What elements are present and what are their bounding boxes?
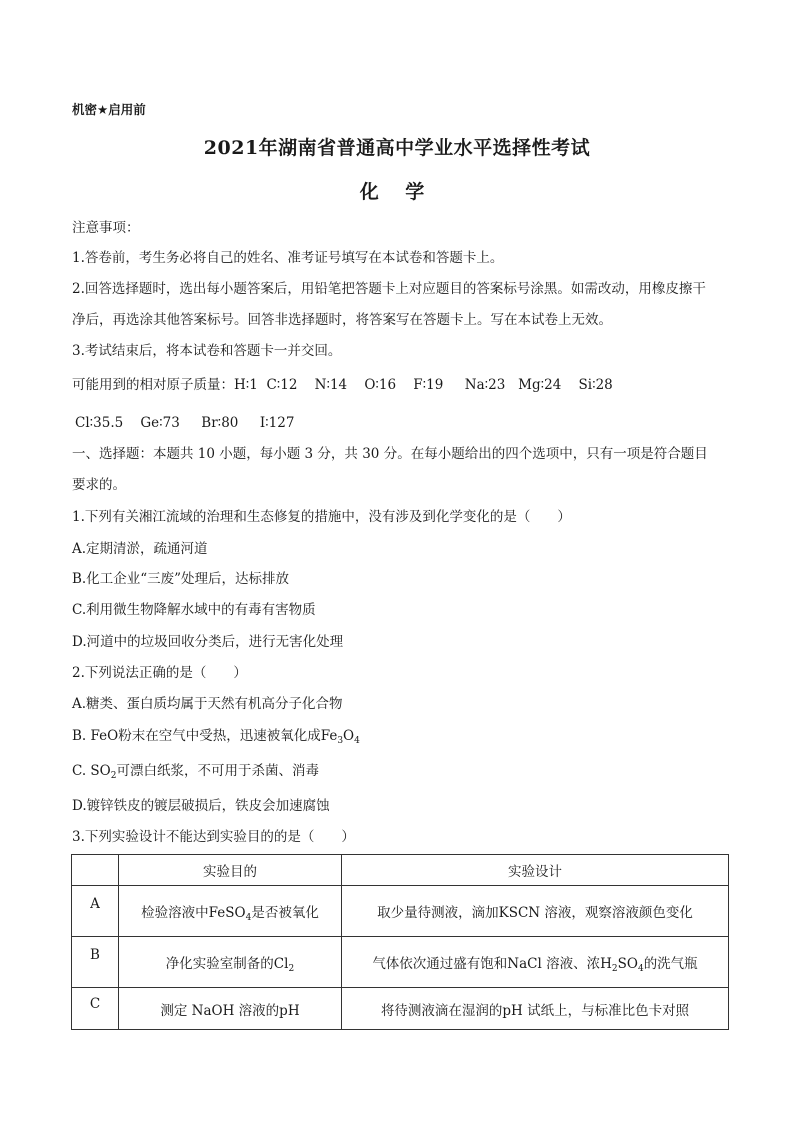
section-1-intro-line-2: 要求的。 [72, 477, 126, 493]
design-text-mid: SO [617, 956, 638, 972]
design-text-post: 的洗气瓶 [643, 956, 698, 972]
question-2-option-c [72, 762, 319, 780]
notice-item-3: 3.考试结束后，将本试卷和答题卡一并交回。 [72, 343, 342, 359]
table-header-row [72, 855, 729, 886]
design-text: 气体依次通过盛有饱和NaCl 溶液、浓H [372, 956, 612, 972]
table-header-blank [72, 855, 119, 886]
option-b-text-mid: O [343, 728, 355, 744]
notice-item-2-line-2: 净后，再选涂其他答案标号。回答非选择题时，将答案写在答题卡上。写在本试卷上无效。 [72, 312, 612, 328]
subscript: 4 [354, 736, 360, 746]
exam-title: 2021年湖南省普通高中学业水平选择性考试 [203, 137, 591, 159]
question-1-option-a: A.定期清淤，疏通河道 [72, 541, 208, 557]
question-2-stem: 2.下列说法正确的是（ ） [72, 665, 247, 681]
confidential-label: 机密★启用前 [72, 102, 146, 117]
notice-item-1: 1.答卷前，考生务必将自己的姓名、准考证号填写在本试卷和答题卡上。 [72, 250, 504, 266]
row-letter: C [72, 988, 119, 1030]
atomic-mass-line-1: 可能用到的相对原子质量：H∶1 C∶12 N∶14 O∶16 F∶19 Na∶23 Mg∶24 Si∶28 [72, 377, 613, 393]
option-c-text-post: 可漂白纸浆，不可用于杀菌、消毒 [116, 763, 319, 779]
question-1-stem: 1.下列有关湘江流域的治理和生态修复的措施中，没有涉及到化学变化的是（ ） [72, 509, 571, 525]
purpose-text: 净化实验室制备的Cl [165, 956, 289, 972]
purpose-text-post: 是否被氧化 [251, 905, 319, 921]
row-purpose [119, 937, 342, 988]
question-3-stem: 3.下列实验设计不能达到实验目的的是（ ） [72, 829, 355, 845]
notice-title: 注意事项： [72, 220, 140, 236]
subscript: 2 [611, 964, 618, 974]
table-row [72, 988, 729, 1030]
notice-item-2-line-1: 2.回答选择题时，选出每小题答案后，用铅笔把答题卡上对应题目的答案标号涂黑。如需改动，用橡皮擦干 [72, 281, 706, 297]
question-1-option-b: B.化工企业“三废”处理后，达标排放 [72, 571, 290, 587]
table-row [72, 886, 729, 937]
table-row [72, 937, 729, 988]
option-b-text: B. FeO粉末在空气中受热，迅速被氧化成Fe [72, 728, 338, 744]
question-2-option-d: D.镀锌铁皮的镀层破损后，铁皮会加速腐蚀 [72, 798, 330, 814]
experiment-table [71, 854, 729, 1030]
question-1-option-d: D.河道中的垃圾回收分类后，进行无害化处理 [72, 634, 344, 650]
row-design: 取少量待测液，滴加KSCN 溶液，观察溶液颜色变化 [342, 886, 729, 937]
question-2-option-a: A.糖类、蛋白质均属于天然有机高分子化合物 [72, 696, 343, 712]
row-letter: A [72, 886, 119, 937]
row-purpose [119, 886, 342, 937]
question-2-option-b [72, 727, 360, 745]
subject-text: 化 学 [359, 181, 435, 203]
purpose-text: 检验溶液中FeSO [141, 905, 246, 921]
row-purpose: 测定 NaOH 溶液的pH [119, 988, 342, 1030]
row-letter: B [72, 937, 119, 988]
table-header-design: 实验设计 [342, 855, 729, 886]
subscript: 4 [245, 913, 252, 923]
subscript: 2 [110, 771, 117, 781]
row-design [342, 937, 729, 988]
atomic-mass-line-2: Cl∶35.5 Ge∶73 Br∶80 I∶127 [75, 415, 295, 431]
subscript: 4 [637, 964, 644, 974]
option-c-text: C. SO [72, 763, 111, 779]
table-header-purpose: 实验目的 [119, 855, 342, 886]
section-1-intro-line-1: 一、选择题：本题共 10 小题，每小题 3 分，共 30 分。在每小题给出的四个选项中，只有一项是符合题目 [72, 446, 708, 462]
subject-title [0, 177, 794, 204]
subscript: 2 [288, 964, 295, 974]
question-1-option-c: C.利用微生物降解水域中的有毒有害物质 [72, 602, 316, 618]
row-design: 将待测液滴在湿润的pH 试纸上，与标准比色卡对照 [342, 988, 729, 1030]
subscript: 3 [337, 736, 344, 746]
